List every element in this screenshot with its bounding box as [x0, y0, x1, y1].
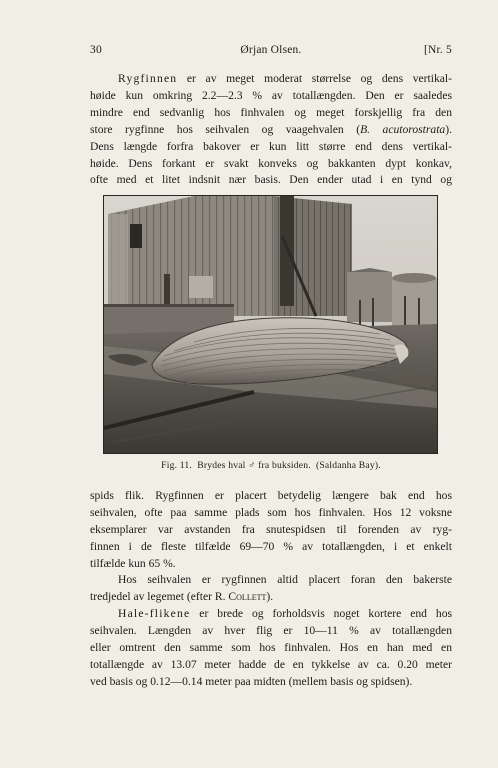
running-title: Ørjan Olsen. [240, 44, 302, 56]
paragraph-tail-flukes [90, 606, 452, 691]
text-line: Hos seihvalen er rygfinnen altid placert foran den bakerste [118, 573, 452, 586]
figure-caption [90, 460, 452, 471]
spaced-term: Hale-flikene [118, 607, 191, 620]
figure-number: Fig. 11. [161, 460, 193, 471]
species-name: B. acutorostrata [360, 122, 446, 136]
text-line [90, 71, 452, 88]
text-run: er brede og forholdsvis noget kortere end hos [190, 607, 452, 620]
text-line: tilfælde kun 65 %. [90, 556, 176, 570]
text-line: ved basis og 0.12—0.14 meter paa midten (mellem basis og spidsen). [90, 674, 413, 688]
text-line [90, 589, 452, 606]
text-line: seihvalen. Længden av hver flig er 10—11 % av totallængden [90, 623, 452, 637]
text-line: Dens længde forfra bakover er kun litt større end dens vertikal- [90, 139, 452, 153]
paragraph-fin-position [90, 488, 452, 573]
figure-location: (Saldanha Bay). [316, 460, 381, 471]
text-line: høide. Dens forkant er svakt konveks og bakkanten dypt konkav, [90, 156, 452, 170]
whale-photograph [103, 195, 438, 454]
series-number: [Nr. 5 [423, 44, 452, 56]
author-name: Collett [228, 589, 267, 603]
text-line: totallængde av 13.07 meter hadde de en tykkelse av ca. 0.20 meter [90, 657, 452, 671]
text-run: store rygfinne hos seihvalen og vaagehvalen ( [90, 122, 361, 136]
photo-illustration [104, 196, 437, 453]
text-line: finnen i de fleste tilfælde 69—70 % av totallængden, i et enkelt [90, 539, 452, 553]
text-run: ). [266, 589, 274, 603]
text-line: seihvalen, ofte paa samme plads som hos finhvalen. Hos 12 voksne [90, 505, 452, 519]
paragraph-dorsal-fin [90, 71, 452, 189]
text-run: tredjedel av legemet (efter R. [90, 589, 229, 603]
text-line [90, 606, 452, 623]
text-line: høide kun omkring 2.2—2.3 % av totallængden. Den er saaledes [90, 88, 452, 102]
text-line: mindre end sedvanlig hos finhvalen og meget forskjellig fra den [90, 105, 452, 119]
figure-description: Brydes hval ♂ fra buksiden. [197, 460, 311, 471]
text-line [90, 122, 452, 139]
text-run: er av meget moderat størrelse og dens vertikal- [177, 72, 452, 85]
text-line: ofte med et litet indsnit nær basis. Den ender utad i en tynd og [90, 173, 452, 187]
running-header [90, 44, 452, 60]
text-line: eksemplarer var avstanden fra snutespidsen til forenden av ryg- [90, 522, 452, 536]
text-line: eller omtrent den samme som hos finhvalen. Hos en han med en [90, 640, 452, 654]
page-number: 30 [90, 44, 102, 56]
text-line: spids flik. Rygfinnen er placert betydelig længere bak end hos [90, 489, 452, 502]
text-run: ). [445, 122, 452, 136]
paragraph-sei-whale [90, 572, 452, 606]
spaced-term: Rygfinnen [118, 72, 178, 85]
